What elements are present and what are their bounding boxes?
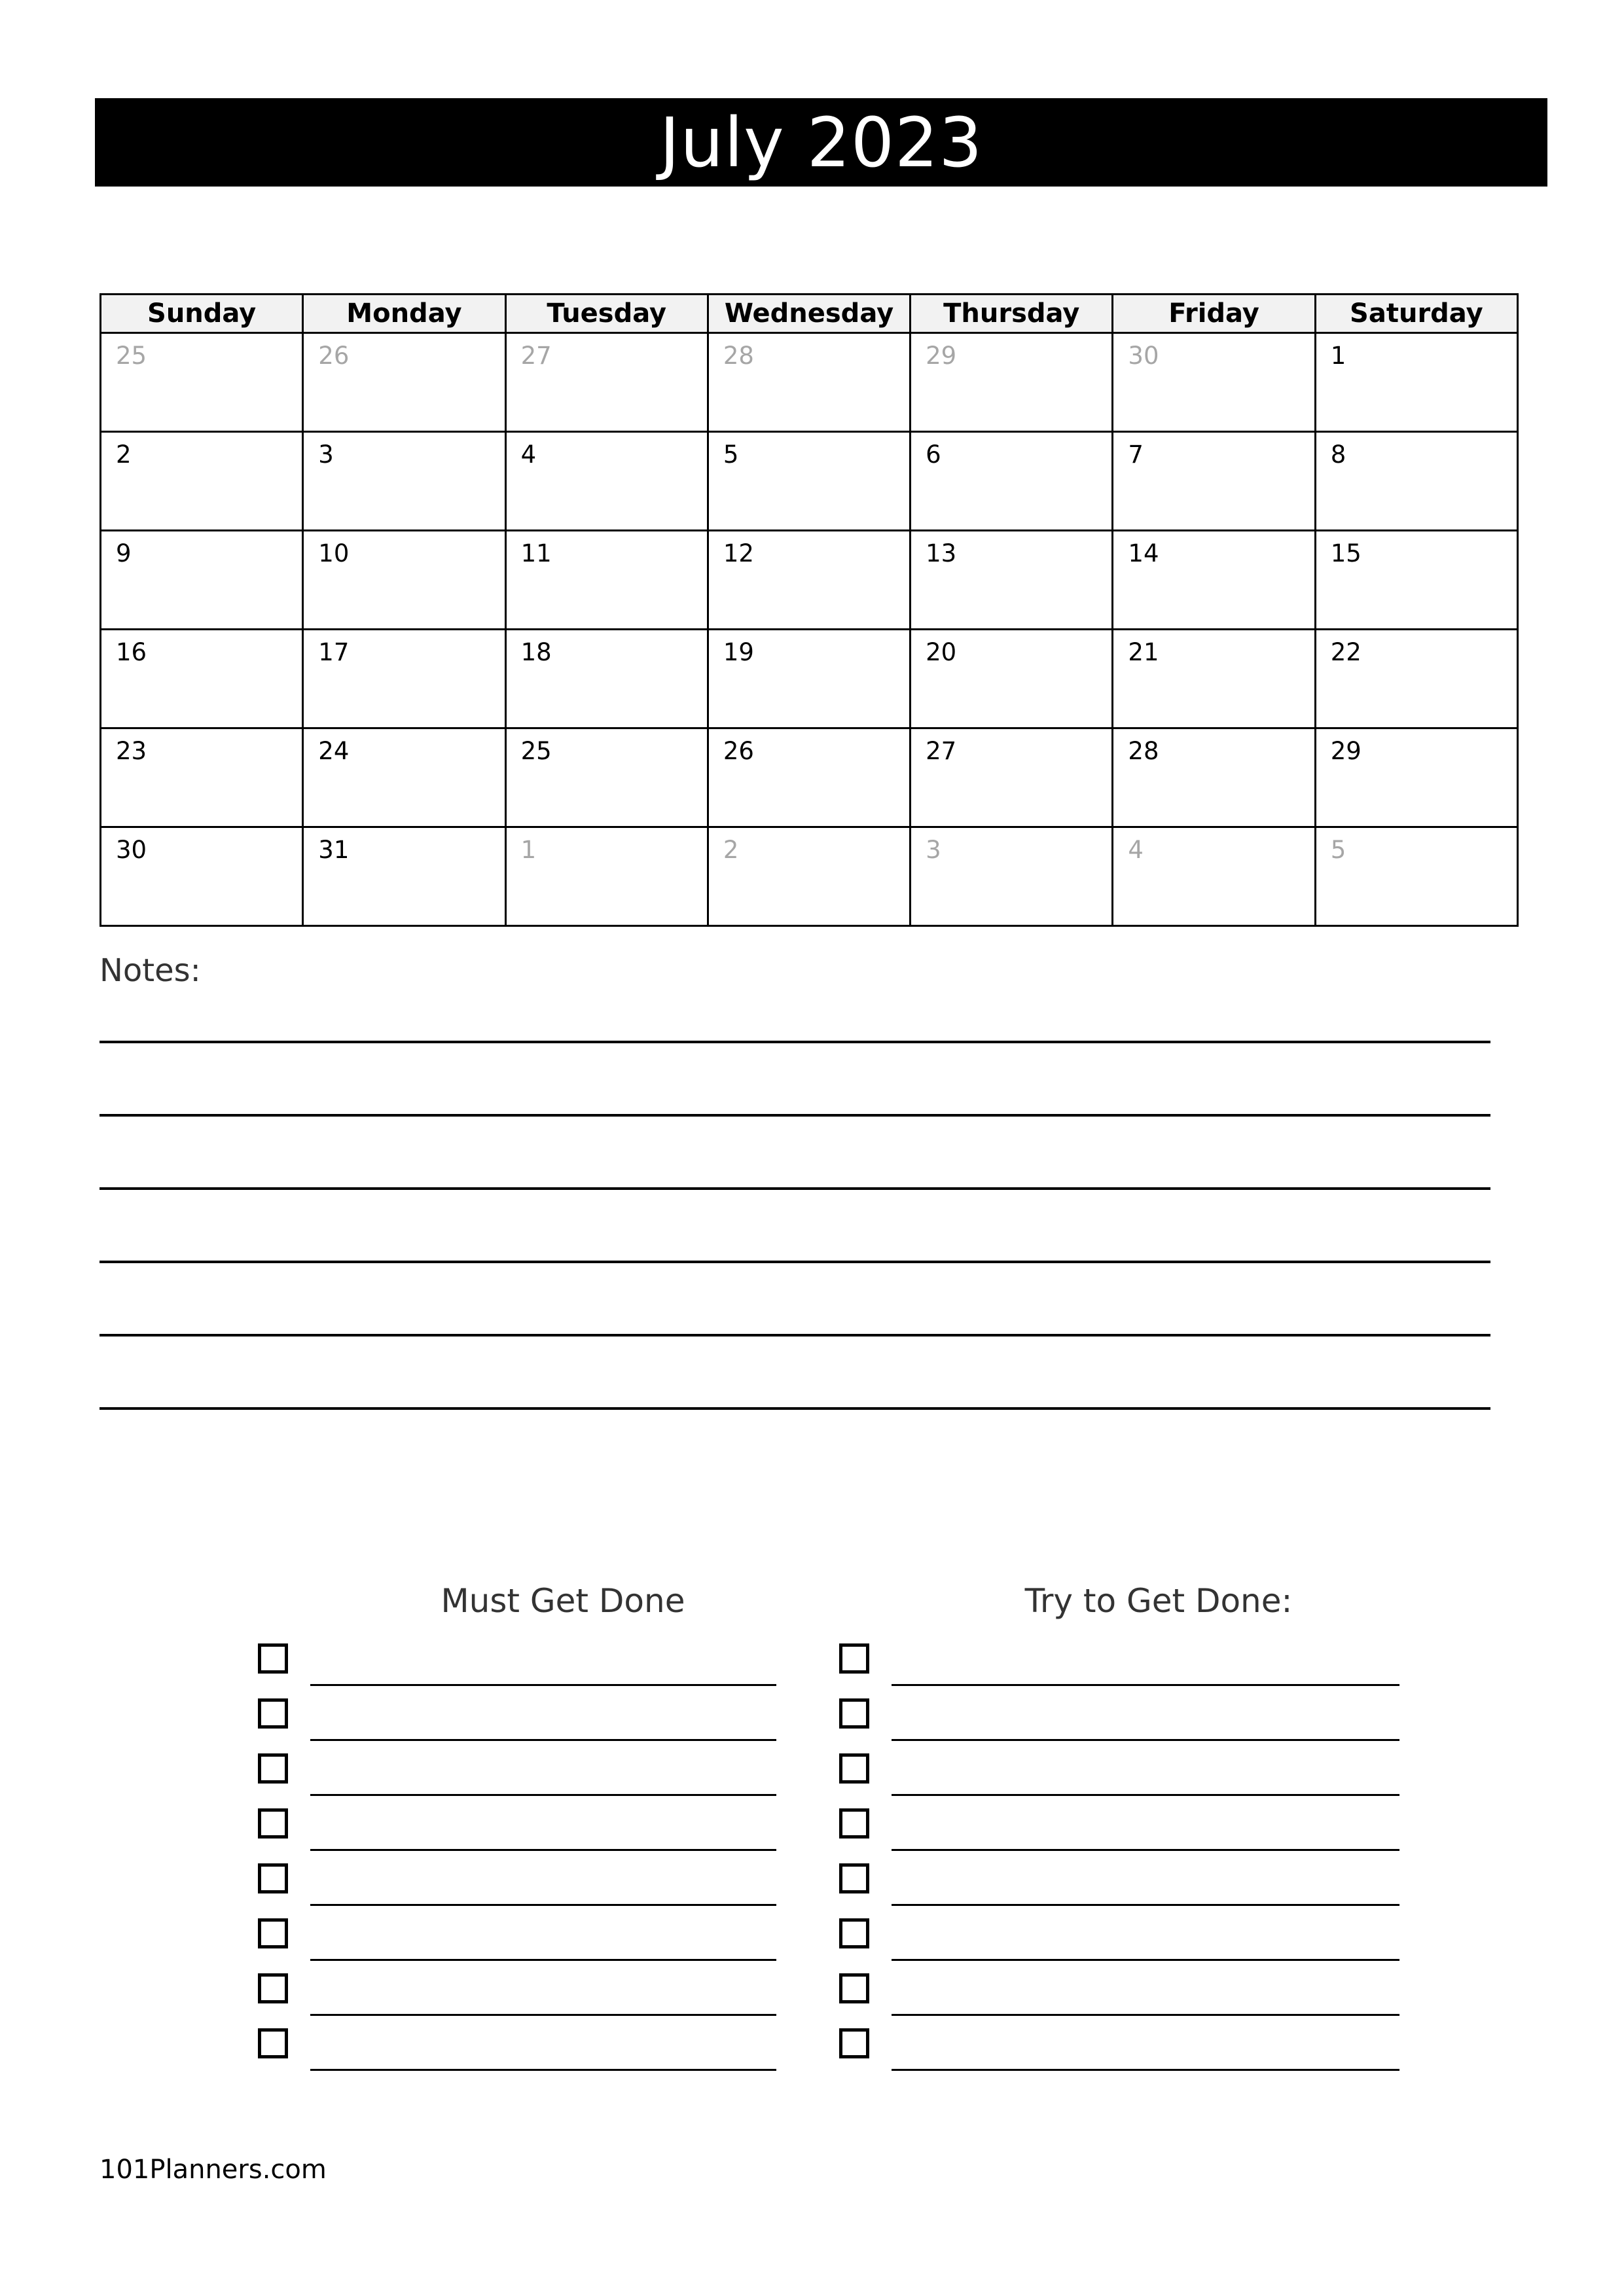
todo-line[interactable] (892, 1904, 1399, 1906)
checkbox[interactable] (258, 1808, 288, 1839)
todo-line[interactable] (892, 1739, 1399, 1741)
todo-line[interactable] (310, 1959, 776, 1961)
calendar-day-cell[interactable] (101, 630, 303, 728)
day-number: 18 (520, 638, 552, 666)
checkbox[interactable] (839, 1698, 869, 1729)
calendar-day-cell[interactable] (911, 333, 1113, 432)
calendar-day-cell[interactable] (505, 333, 708, 432)
day-number: 28 (723, 342, 754, 370)
calendar-day-cell[interactable] (101, 728, 303, 827)
calendar-day-cell[interactable] (708, 630, 910, 728)
day-number: 17 (318, 638, 350, 666)
todo-item (839, 1696, 1399, 1742)
day-number: 27 (926, 737, 957, 765)
day-number: 11 (520, 539, 552, 567)
month-title: July 2023 (659, 102, 983, 183)
todo-line[interactable] (892, 1849, 1399, 1851)
calendar-day-cell[interactable] (303, 432, 505, 531)
day-number: 16 (116, 638, 147, 666)
todo-item (839, 1751, 1399, 1797)
weekday-header: Friday (1113, 295, 1315, 333)
day-number: 4 (520, 440, 537, 469)
notes-label: Notes: (99, 952, 201, 989)
day-number: 12 (723, 539, 754, 567)
calendar-day-cell[interactable] (303, 531, 505, 630)
calendar-day-cell[interactable] (505, 827, 708, 926)
notes-line[interactable] (99, 1407, 1490, 1410)
calendar-day-cell[interactable] (708, 827, 910, 926)
day-number: 23 (116, 737, 147, 765)
todo-line[interactable] (310, 1904, 776, 1906)
todo-line[interactable] (310, 1684, 776, 1686)
day-number: 3 (926, 836, 941, 864)
calendar-day-cell[interactable] (101, 333, 303, 432)
todo-line[interactable] (892, 2069, 1399, 2071)
checkbox[interactable] (839, 1643, 869, 1674)
calendar-day-cell[interactable] (101, 531, 303, 630)
todo-item (258, 1861, 776, 1907)
day-number: 24 (318, 737, 350, 765)
day-number: 29 (926, 342, 957, 370)
checkbox[interactable] (839, 1753, 869, 1784)
calendar-grid (99, 293, 1519, 927)
calendar-day-cell[interactable] (911, 827, 1113, 926)
todo-item (839, 2026, 1399, 2072)
weekday-header: Wednesday (708, 295, 910, 333)
todo-line[interactable] (310, 1849, 776, 1851)
calendar-day-cell[interactable] (1113, 432, 1315, 531)
notes-line[interactable] (99, 1187, 1490, 1190)
day-number: 7 (1128, 440, 1144, 469)
calendar-day-cell[interactable] (505, 630, 708, 728)
day-number: 30 (1128, 342, 1159, 370)
todo-item (258, 1641, 776, 1687)
calendar-week-row (101, 728, 1518, 827)
calendar-day-cell[interactable] (1315, 531, 1517, 630)
todo-item (258, 1751, 776, 1797)
todo-line[interactable] (310, 2069, 776, 2071)
todo-item (839, 1806, 1399, 1852)
todo-line[interactable] (892, 2014, 1399, 2016)
day-number: 3 (318, 440, 334, 469)
todo-line[interactable] (892, 1959, 1399, 1961)
calendar-day-cell[interactable] (911, 630, 1113, 728)
calendar-day-cell[interactable] (708, 432, 910, 531)
notes-line[interactable] (99, 1334, 1490, 1336)
day-number: 29 (1330, 737, 1362, 765)
checkbox[interactable] (258, 1643, 288, 1674)
checkbox[interactable] (258, 1753, 288, 1784)
calendar-day-cell[interactable] (303, 827, 505, 926)
calendar-week-row (101, 827, 1518, 926)
day-number: 20 (926, 638, 957, 666)
todo-item (839, 1861, 1399, 1907)
checkbox[interactable] (839, 1918, 869, 1948)
day-number: 22 (1330, 638, 1362, 666)
weekday-header: Saturday (1315, 295, 1517, 333)
checkbox[interactable] (258, 1973, 288, 2003)
footer-site: 101Planners.com (99, 2155, 327, 2185)
day-number: 28 (1128, 737, 1159, 765)
calendar-day-cell[interactable] (303, 333, 505, 432)
must-get-done-heading: Must Get Done (441, 1582, 685, 1620)
calendar-day-cell[interactable] (303, 728, 505, 827)
weekday-header-row (101, 295, 1518, 333)
calendar-day-cell[interactable] (1113, 728, 1315, 827)
weekday-header: Monday (303, 295, 505, 333)
calendar-day-cell[interactable] (1113, 333, 1315, 432)
day-number: 27 (520, 342, 552, 370)
calendar-day-cell[interactable] (1113, 531, 1315, 630)
day-number: 2 (723, 836, 739, 864)
weekday-header: Thursday (911, 295, 1113, 333)
calendar-day-cell[interactable] (101, 432, 303, 531)
day-number: 5 (723, 440, 739, 469)
weekday-header: Sunday (101, 295, 303, 333)
day-number: 2 (116, 440, 132, 469)
day-number: 5 (1330, 836, 1346, 864)
month-title-bar (95, 98, 1547, 187)
calendar-day-cell[interactable] (1113, 630, 1315, 728)
calendar-day-cell[interactable] (303, 630, 505, 728)
todo-line[interactable] (892, 1684, 1399, 1686)
todo-item (258, 1696, 776, 1742)
calendar-day-cell[interactable] (911, 728, 1113, 827)
calendar-week-row (101, 531, 1518, 630)
calendar-day-cell[interactable] (505, 531, 708, 630)
todo-line[interactable] (310, 1739, 776, 1741)
calendar-day-cell[interactable] (708, 333, 910, 432)
day-number: 26 (318, 342, 350, 370)
calendar-week-row (101, 630, 1518, 728)
day-number: 1 (520, 836, 537, 864)
calendar-day-cell[interactable] (1113, 827, 1315, 926)
todo-item (258, 2026, 776, 2072)
todo-item (839, 1641, 1399, 1687)
checkbox[interactable] (258, 1918, 288, 1948)
todo-item (258, 1971, 776, 2017)
calendar-week-row (101, 432, 1518, 531)
calendar-day-cell[interactable] (1315, 827, 1517, 926)
checkbox[interactable] (258, 2028, 288, 2058)
day-number: 10 (318, 539, 350, 567)
checkbox[interactable] (839, 2028, 869, 2058)
calendar-day-cell[interactable] (505, 728, 708, 827)
calendar-day-cell[interactable] (708, 531, 910, 630)
todo-line[interactable] (310, 2014, 776, 2016)
day-number: 25 (116, 342, 147, 370)
todo-line[interactable] (892, 1794, 1399, 1796)
todo-line[interactable] (310, 1794, 776, 1796)
day-number: 1 (1330, 342, 1346, 370)
day-number: 6 (926, 440, 941, 469)
todo-item (258, 1916, 776, 1962)
calendar-day-cell[interactable] (911, 432, 1113, 531)
notes-line[interactable] (99, 1261, 1490, 1263)
day-number: 26 (723, 737, 754, 765)
day-number: 8 (1330, 440, 1346, 469)
calendar-day-cell[interactable] (1315, 333, 1517, 432)
day-number: 9 (116, 539, 132, 567)
day-number: 19 (723, 638, 754, 666)
day-number: 13 (926, 539, 957, 567)
checkbox[interactable] (839, 1808, 869, 1839)
notes-line[interactable] (99, 1114, 1490, 1117)
checkbox[interactable] (839, 1973, 869, 2003)
calendar-day-cell[interactable] (911, 531, 1113, 630)
todo-item (258, 1806, 776, 1852)
day-number: 30 (116, 836, 147, 864)
weekday-header: Tuesday (505, 295, 708, 333)
calendar-day-cell[interactable] (505, 432, 708, 531)
calendar-day-cell[interactable] (101, 827, 303, 926)
calendar-week-row (101, 333, 1518, 432)
day-number: 14 (1128, 539, 1159, 567)
day-number: 4 (1128, 836, 1144, 864)
calendar-day-cell[interactable] (1315, 728, 1517, 827)
day-number: 25 (520, 737, 552, 765)
checkbox[interactable] (258, 1863, 288, 1893)
notes-line[interactable] (99, 1041, 1490, 1043)
todo-item (839, 1916, 1399, 1962)
day-number: 31 (318, 836, 350, 864)
try-to-get-done-heading: Try to Get Done: (1024, 1582, 1293, 1620)
todo-item (839, 1971, 1399, 2017)
calendar-day-cell[interactable] (1315, 630, 1517, 728)
calendar-day-cell[interactable] (1315, 432, 1517, 531)
day-number: 21 (1128, 638, 1159, 666)
day-number: 15 (1330, 539, 1362, 567)
calendar-day-cell[interactable] (708, 728, 910, 827)
checkbox[interactable] (839, 1863, 869, 1893)
checkbox[interactable] (258, 1698, 288, 1729)
